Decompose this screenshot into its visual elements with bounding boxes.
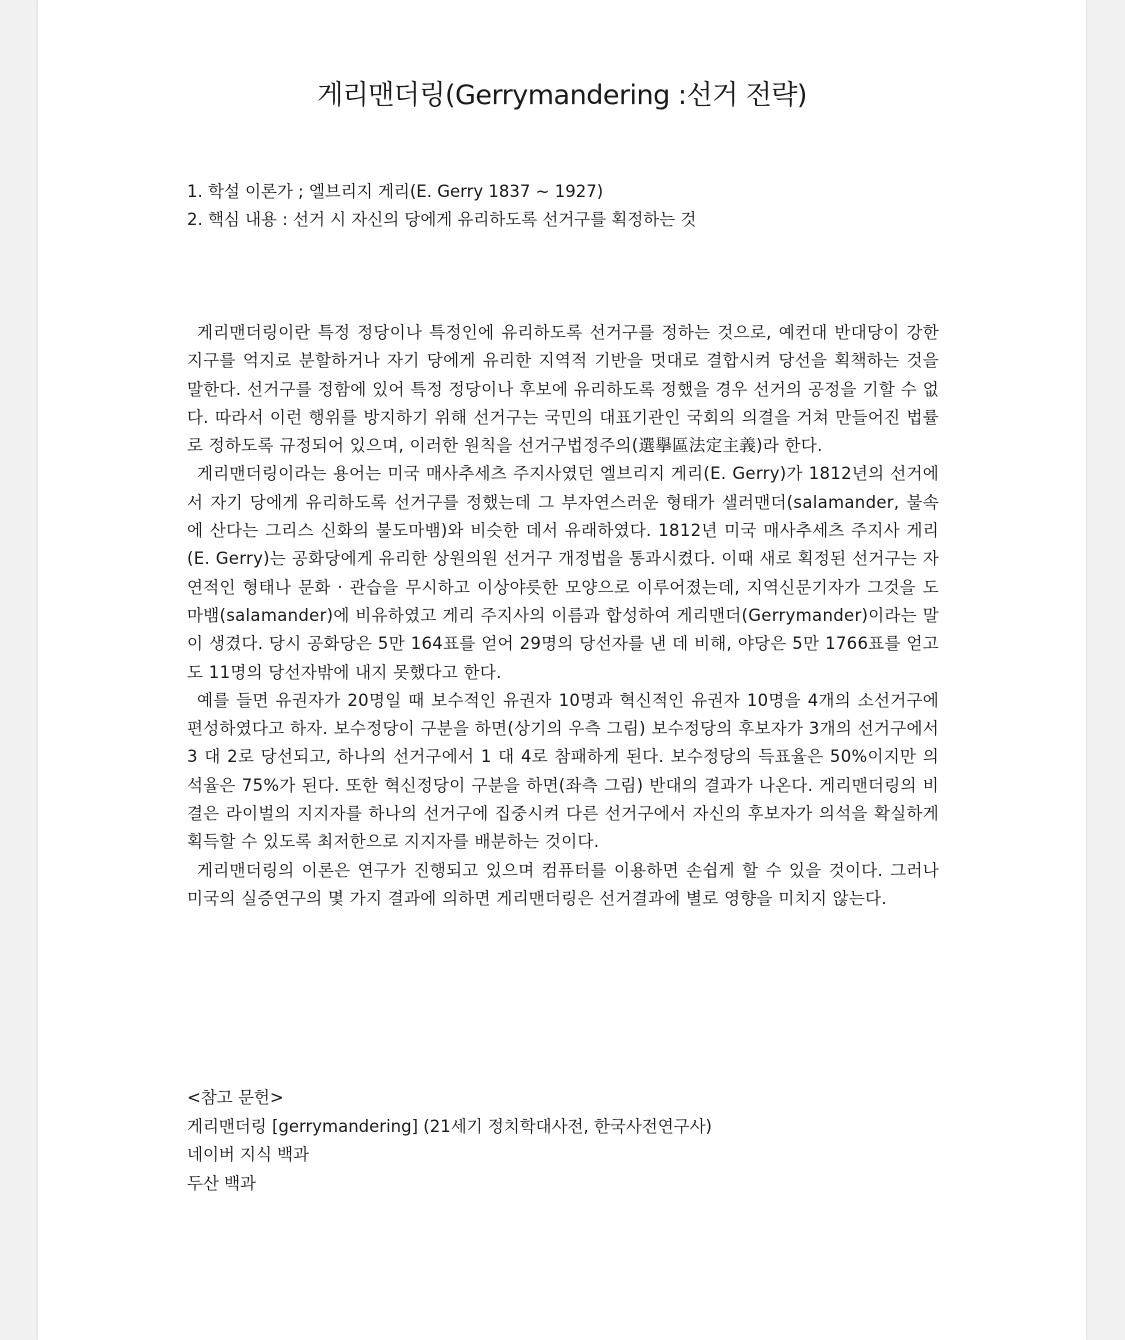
document-page [38,0,1086,1340]
body-text [187,319,939,913]
summary-list [187,178,947,234]
reference-item: 두산 백과 [187,1173,257,1193]
reference-item: 게리맨더링 [gerrymandering] (21세기 정치학대사전, 한국사전연구사) [187,1116,712,1136]
paragraph-example: 예를 들면 유권자가 20명일 때 보수적인 유권자 10명과 혁신적인 유권자 10명을 4개의 소선거구에 편성하였다고 하자. 보수정당이 구분을 하면(상기의 우측 그림) 보수정당의 후보자가 3개의 선거구에서 3 대 2로 당선되고, 하나의 선거구에서 1 대 4로 참패하게 된다. 보수정당의 득표율은 50%이지만 의석율은 75%가 된다. 또한 혁신정당이 구분을 하면(좌측 그림) 반대의 결과가 나온다. 게리맨더링의 비결은 라이벌의 지지자를 하나의 선거구에 집중시켜 다른 선거구에서 자신의 후보자가 의석을 확실하게 획득할 수 있도록 최저한으로 지지자를 배분하는 것이다. [187,690,939,852]
paragraph-definition: 게리맨더링이란 특정 정당이나 특정인에 유리하도록 선거구를 정하는 것으로, 예컨대 반대당이 강한 지구를 억지로 분할하거나 자기 당에게 유리한 지역적 기반을 멋대로 결합시켜 당선을 획책하는 것을 말한다. 선거구를 정함에 있어 특정 정당이나 후보에 유리하도록 정했을 경우 선거의 공정을 기할 수 없다. 따라서 이런 행위를 방지하기 위해 선거구는 국민의 대표기관인 국회의 의결을 거쳐 만들어진 법률로 정하도록 규정되어 있으며, 이러한 원칙을 선거구법정주의(選擧區法定主義)라 한다. [187,323,939,456]
paragraph-research: 게리맨더링의 이론은 연구가 진행되고 있으며 컴퓨터를 이용하면 손쉽게 할 수 있을 것이다. 그러나 미국의 실증연구의 몇 가지 결과에 의하면 게리맨더링은 선거결과에 별로 영향을 미치지 않는다. [187,860,939,908]
summary-item-core-content: 2. 핵심 내용 : 선거 시 자신의 당에게 유리하도록 선거구를 획정하는 것 [187,210,697,229]
summary-item-theorist: 1. 학설 이론가 ; 엘브리지 게리(E. Gerry 1837 ~ 1927) [187,182,604,201]
reference-item: 네이버 지식 백과 [187,1145,310,1164]
references [187,1084,947,1198]
paragraph-origin: 게리맨더링이라는 용어는 미국 매사추세츠 주지사였던 엘브리지 게리(E. Gerry)가 1812년의 선거에서 자기 당에게 유리하도록 선거구를 정했는데 그 부자연스러운 형태가 샐러맨더(salamander, 불속에 산다는 그리스 신화의 불도마뱀)와 비슷한 데서 유래하였다. 1812년 미국 매사추세츠 주지사 게리(E. Gerry)는 공화당에게 유리한 상원의원 선거구 개정법을 통과시켰다. 이때 새로 획정된 선거구는 자연적인 형태나 문화 · 관습을 무시하고 이상야릇한 모양으로 이루어졌는데, 지역신문기자가 그것을 도마뱀(salamander)에 비유하였고 게리 주지사의 이름과 합성하여 게리맨더(Gerrymander)이라는 말이 생겼다. 당시 공화당은 5만 164표를 얻어 29명의 당선자를 낸 데 비해, 야당은 5만 1766표를 얻고도 11명의 당선자밖에 내지 못했다고 한다. [187,464,939,682]
document-title: 게리맨더링(Gerrymandering :선거 전략) [317,80,807,111]
references-heading: <참고 문헌> [187,1088,284,1107]
